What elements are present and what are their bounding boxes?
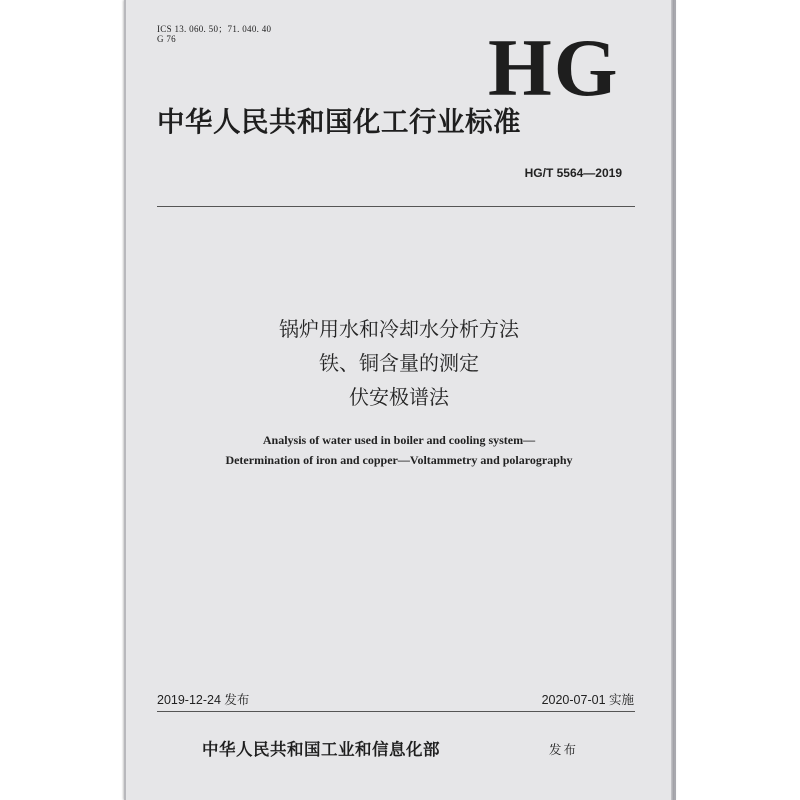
issuer-suffix: 发布 bbox=[549, 742, 579, 757]
page-edge-shadow bbox=[674, 0, 676, 800]
title-en-line-1: Analysis of water used in boiler and cooling system— bbox=[262, 433, 536, 447]
bottom-divider bbox=[157, 711, 635, 712]
title-en-line-2: Determination of iron and copper—Voltammetry and polarography bbox=[225, 453, 573, 467]
standard-number: HG/T 5564—2019 bbox=[524, 166, 622, 180]
top-divider bbox=[157, 206, 635, 207]
issuing-authority: 中华人民共和国工业和信息化部 bbox=[202, 740, 440, 759]
standard-category-title: 中华人民共和国化工行业标准 bbox=[157, 106, 521, 138]
classification-codes bbox=[157, 24, 271, 44]
implementation-date: 2020-07-01 实施 bbox=[541, 693, 634, 707]
title-cn-line-2: 铁、铜含量的测定 bbox=[319, 351, 479, 375]
title-cn-line-3: 伏安极谱法 bbox=[349, 385, 449, 409]
document-title-chinese bbox=[124, 312, 674, 414]
issue-date: 2019-12-24 发布 bbox=[157, 693, 250, 707]
document-title-english bbox=[124, 430, 674, 470]
title-cn-line-1: 锅炉用水和冷却水分析方法 bbox=[279, 317, 519, 341]
ccs-code: G 76 bbox=[157, 34, 176, 44]
ics-code: ICS 13. 060. 50；71. 040. 40 bbox=[157, 24, 272, 34]
hg-logo: HG bbox=[488, 22, 620, 113]
